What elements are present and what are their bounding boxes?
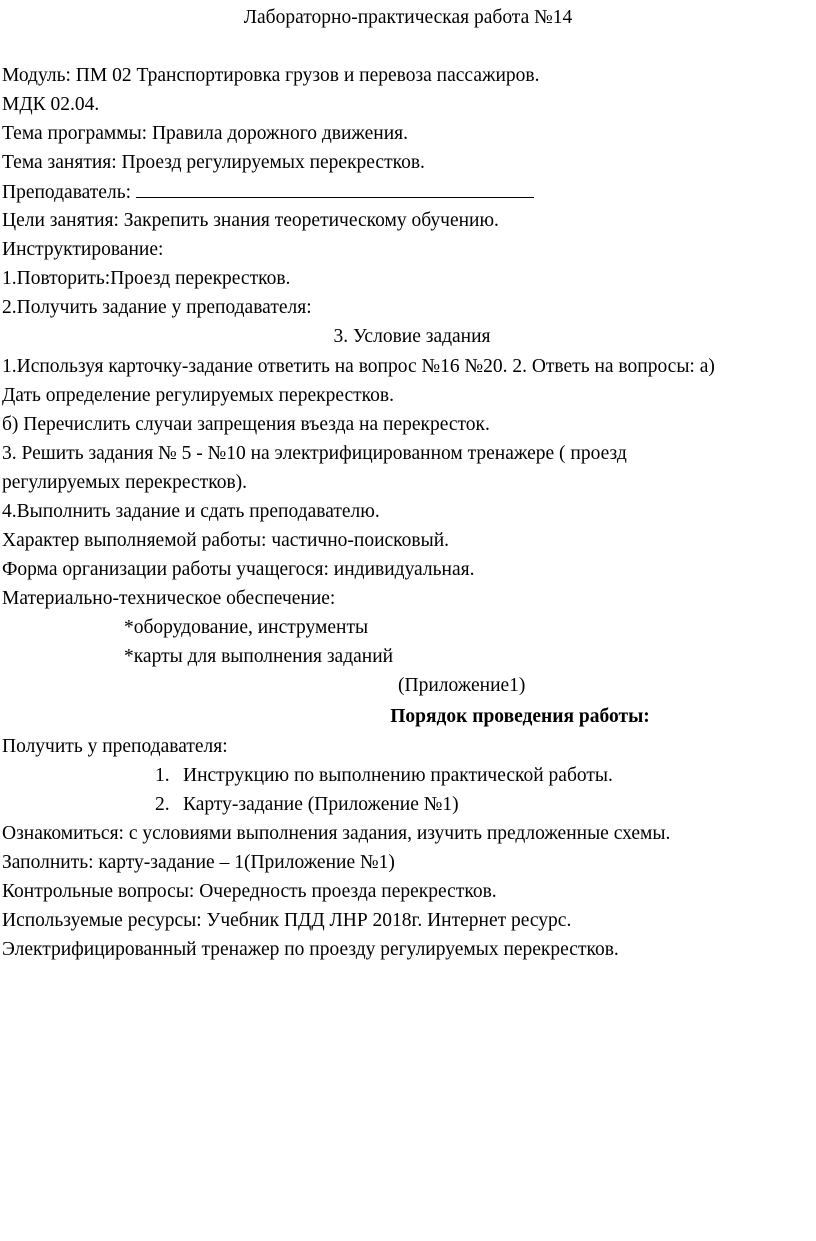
instruction-item: 1.Повторить:Проезд перекрестков. <box>2 268 291 289</box>
teacher-label: Преподаватель: <box>2 182 132 203</box>
task-line: б) Перечислить случаи запрещения въезда на перекресток. <box>2 414 490 435</box>
instruction-item: 2.Получить задание у преподавателя: <box>2 297 312 318</box>
lesson-topic-line: Тема занятия: Проезд регулируемых перекрестков. <box>2 152 425 173</box>
program-topic-line: Тема программы: Правила дорожного движения. <box>2 123 408 144</box>
work-character-line: Характер выполняемой работы: частично-поисковый. <box>2 530 450 551</box>
numbered-list-item <box>155 790 459 820</box>
material-item: *оборудование, инструменты <box>124 617 369 638</box>
task-line: 4.Выполнить задание и сдать преподавателю. <box>2 501 380 522</box>
task-line: 1.Используя карточку-задание ответить на вопрос №16 №20. 2. Ответь на вопросы: а) <box>2 356 715 377</box>
task-line: Дать определение регулируемых перекрестков. <box>2 385 394 406</box>
procedure-heading: Порядок проведения работы: <box>390 706 650 727</box>
goals-line: Цели занятия: Закрепить знания теоретическому обучению. <box>2 210 499 231</box>
teacher-line <box>2 177 534 208</box>
document-title: Лабораторно-практическая работа №14 <box>243 7 573 28</box>
material-item: *карты для выполнения заданий <box>124 646 394 667</box>
list-number: 1. <box>155 765 170 786</box>
module-line: Модуль: ПМ 02 Транспортировка грузов и перевоза пассажиров. <box>2 65 540 86</box>
control-questions-line: Контрольные вопросы: Очередность проезда перекрестков. <box>2 881 497 902</box>
numbered-list-item <box>155 761 613 791</box>
get-from-teacher-line: Получить у преподавателя: <box>2 736 228 757</box>
fill-in-line: Заполнить: карту-задание – 1(Приложение №1) <box>2 852 395 873</box>
task-line: регулируемых перекрестков). <box>2 472 248 493</box>
list-number: 2. <box>155 794 170 815</box>
task-line: 3. Решить задания № 5 - №10 на электрифицированном тренажере ( проезд <box>2 443 627 464</box>
instruction-heading: Инструктирование: <box>2 239 164 260</box>
mdk-line: МДК 02.04. <box>2 94 100 115</box>
material-heading: Материально-техническое обеспечение: <box>2 588 336 609</box>
familiarize-line: Ознакомиться: с условиями выполнения задания, изучить предложенные схемы. <box>2 823 671 844</box>
simulator-line: Электрифицированный тренажер по проезду регулируемых перекрестков. <box>2 939 619 960</box>
resources-line: Используемые ресурсы: Учебник ПДД ЛНР 2018г. Интернет ресурс. <box>2 910 572 931</box>
teacher-blank-field <box>136 177 534 198</box>
appendix-reference: (Приложение1) <box>398 675 526 696</box>
task-heading: 3. Условие задания <box>333 326 491 347</box>
list-item-text: Карту-задание (Приложение №1) <box>183 794 459 815</box>
list-item-text: Инструкцию по выполнению практической работы. <box>183 765 613 786</box>
organization-form-line: Форма организации работы учащегося: индивидуальная. <box>2 559 475 580</box>
